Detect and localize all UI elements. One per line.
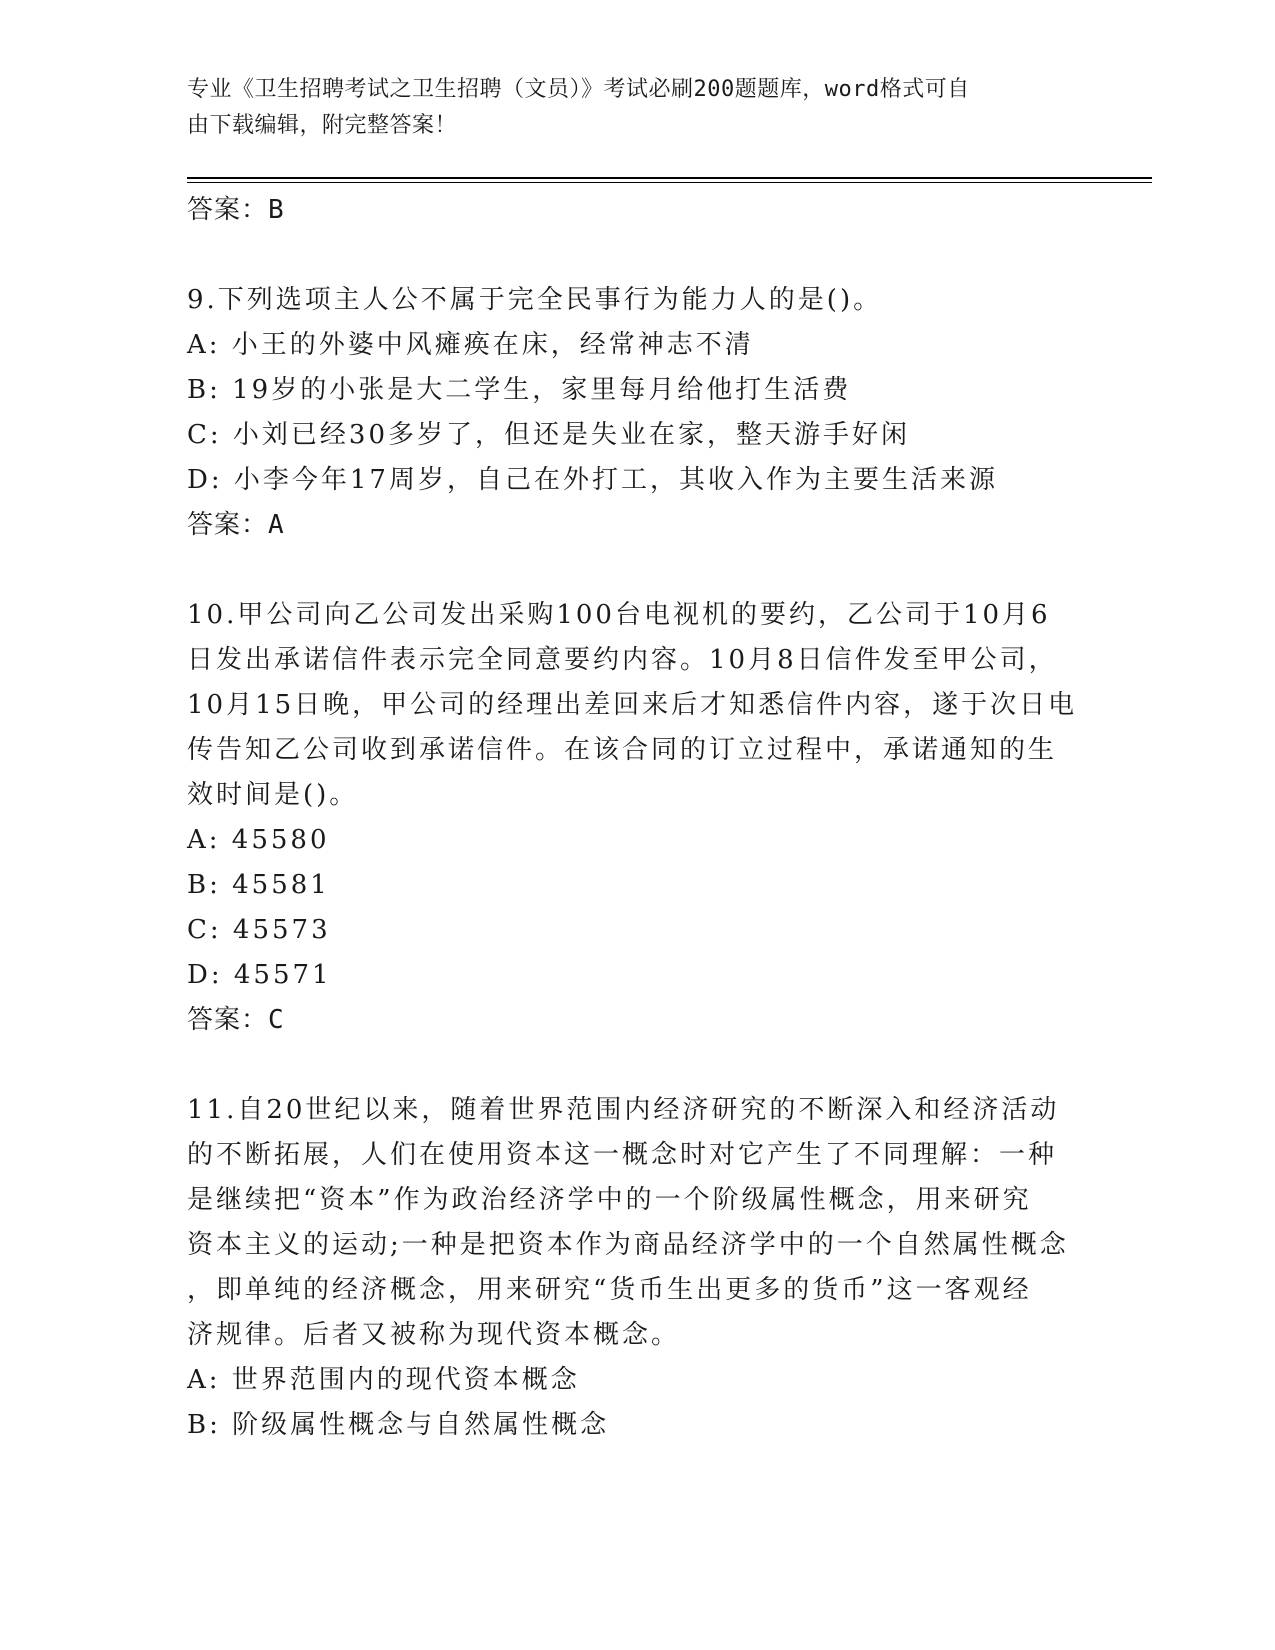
header-line-2: 由下载编辑，附完整答案！ <box>187 113 458 138</box>
document-body <box>187 188 1087 1448</box>
question-text-line: 10.甲公司向乙公司发出采购100台电视机的要约，乙公司于10月6 <box>187 600 1051 630</box>
question-text-line: 资本主义的运动;一种是把资本作为商品经济学中的一个自然属性概念 <box>187 1230 1069 1260</box>
option-d: D: 45571 <box>187 960 332 990</box>
question-text-line: 11.自20世纪以来，随着世界范围内经济研究的不断深入和经济活动 <box>187 1095 1060 1125</box>
header-line-1: 专业《卫生招聘考试之卫生招聘（文员）》考试必刷200题题库，word格式可自 <box>187 77 970 102</box>
question-11 <box>187 1088 1087 1448</box>
question-text-line: 济规律。后者又被称为现代资本概念。 <box>187 1320 681 1350</box>
option-c: C: 小刘已经30多岁了，但还是失业在家，整天游手好闲 <box>187 420 911 450</box>
question-9 <box>187 278 1087 548</box>
option-a: A: 45580 <box>187 825 330 855</box>
question-10 <box>187 593 1087 1043</box>
question-text: 9.下列选项主人公不属于完全民事行为能力人的是()。 <box>187 285 883 315</box>
option-b: B: 19岁的小张是大二学生，家里每月给他打生活费 <box>187 375 852 405</box>
answer-line: 答案：C <box>187 1005 285 1035</box>
spacer <box>187 548 1087 593</box>
option-a: A: 世界范围内的现代资本概念 <box>187 1365 580 1395</box>
answer-line: 答案：A <box>187 510 285 540</box>
option-d: D: 小李今年17周岁，自己在外打工，其收入作为主要生活来源 <box>187 465 998 495</box>
option-b: B: 阶级属性概念与自然属性概念 <box>187 1410 610 1440</box>
header-divider <box>187 177 1152 179</box>
question-text-line: 日发出承诺信件表示完全同意要约内容。10月8日信件发至甲公司， <box>187 645 1058 675</box>
question-text-line: 的不断拓展，人们在使用资本这一概念时对它产生了不同理解：一种 <box>187 1140 1058 1170</box>
question-text-line: ，即单纯的经济概念，用来研究“货币生出更多的货币”这一客观经 <box>187 1275 1032 1305</box>
document-header <box>187 72 1087 144</box>
option-a: A: 小王的外婆中风瘫痪在床，经常神志不清 <box>187 330 754 360</box>
option-b: B: 45581 <box>187 870 330 900</box>
spacer <box>187 233 1087 278</box>
spacer <box>187 1043 1087 1088</box>
answer-line: 答案：B <box>187 195 285 225</box>
question-text-line: 10月15日晚，甲公司的经理出差回来后才知悉信件内容，遂于次日电 <box>187 690 1078 720</box>
question-text-line: 传告知乙公司收到承诺信件。在该合同的订立过程中，承诺通知的生 <box>187 735 1058 765</box>
option-c: C: 45573 <box>187 915 331 945</box>
question-text-line: 是继续把“资本”作为政治经济学中的一个阶级属性概念，用来研究 <box>187 1185 1032 1215</box>
header-divider-thin <box>187 182 1152 183</box>
question-text-line: 效时间是()。 <box>187 780 359 810</box>
